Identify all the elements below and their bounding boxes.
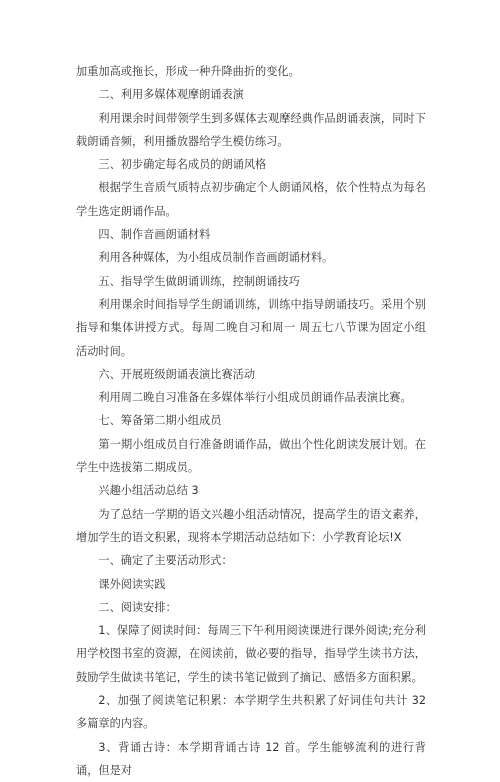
section-heading: 七、筹备第二期小组成员 [98, 414, 222, 428]
paragraph: 利用各种媒体，为小组成员制作音画朗诵材料。 [98, 251, 334, 265]
paragraph: 课外阅读实践 [98, 577, 166, 591]
paragraph: 利用课余时间带领学生到多媒体去观摩经典作品朗诵表演，同时下载朗诵音频，利用播放器给学生模仿练习。 [76, 111, 426, 148]
paragraph: 第一期小组成员自行准备朗诵作品，做出个性化朗读发展计划。在学生中选拔第二期成员。 [76, 437, 426, 475]
section-heading: 五、指导学生做朗诵训练，控制朗诵技巧 [98, 274, 300, 288]
list-item: 3、背诵古诗：本学期背诵古诗 12 首。学生能够流利的进行背诵，但是对 [76, 740, 426, 777]
paragraph: 为了总结一学期的语文兴趣小组活动情况，提高学生的语文素养，增加学生的语文积累，现将本学期活动总结如下：小学教育论坛!X [76, 507, 426, 544]
section-heading: 一、确定了主要活动形式： [98, 554, 233, 568]
article-title: 兴趣小组活动总结 3 [98, 484, 199, 498]
list-item: 1、保障了阅读时间：每周三下午利用阅读课进行课外阅读;充分利用学校图书室的资源，在阅读前，做必要的指导，指导学生读书方法，鼓励学生做读书笔记，学生的读书笔记做到了摘记、感悟多方面积累。 [76, 624, 426, 684]
section-heading: 六、开展班级朗诵表演比赛活动 [98, 367, 256, 381]
paragraph: 利用周二晚自习准备在多媒体举行小组成员朗诵作品表演比赛。 [98, 391, 412, 405]
document-body [76, 60, 426, 782]
section-heading: 四、制作音画朗诵材料 [98, 228, 211, 242]
paragraph-continuation: 加重加高或拖长，形成一种升降曲折的变化。 [76, 65, 300, 78]
paragraph: 根据学生音质气质特点初步确定个人朗诵风格，依个性特点为每名学生选定朗诵作品。 [76, 181, 426, 218]
list-item: 2、加强了阅读笔记积累：本学期学生共积累了好词佳句共计 32 多篇章的内容。 [76, 694, 426, 731]
paragraph: 利用课余时间指导学生朗诵训练，训练中指导朗诵技巧。采用个别指导和集体讲授方式。每周二晚自习和周一 周五七八节课为固定小组活动时间。 [76, 297, 426, 358]
section-heading: 二、利用多媒体观摩朗诵表演 [98, 88, 244, 102]
section-heading: 三、初步确定每名成员的朗诵风格 [98, 158, 267, 172]
section-heading: 二、阅读安排： [98, 600, 177, 614]
